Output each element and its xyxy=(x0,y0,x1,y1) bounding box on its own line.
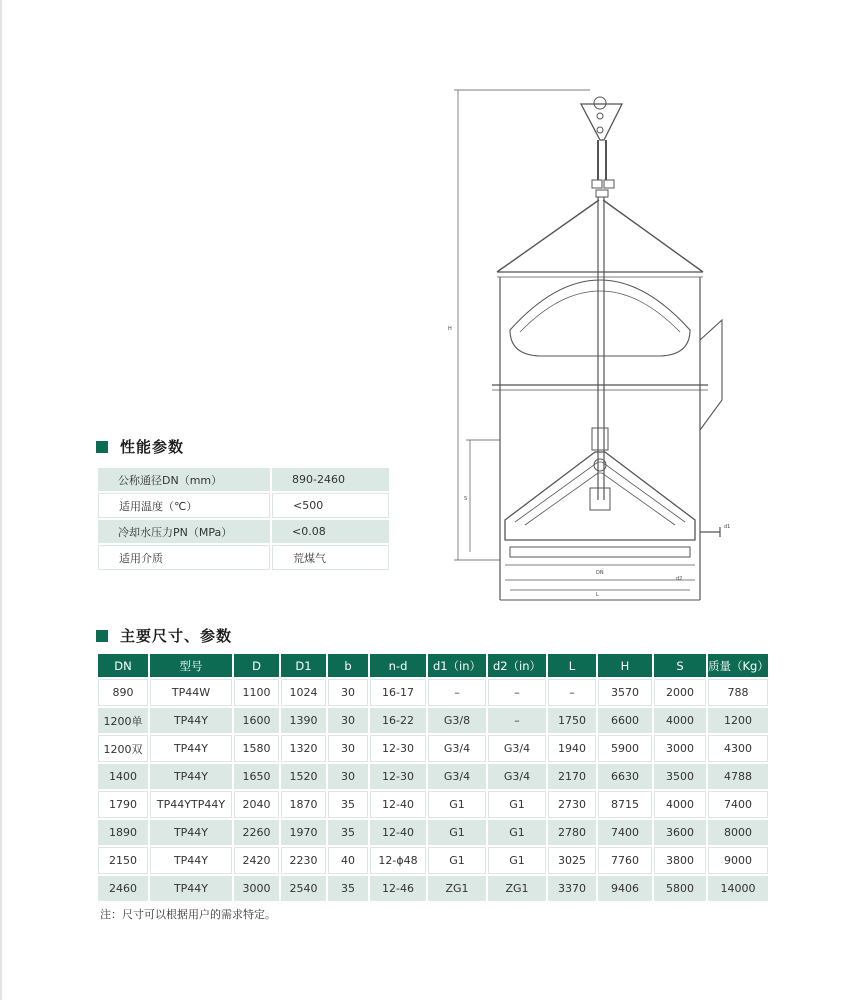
dimensions-title: 主要尺寸、参数 xyxy=(120,627,233,645)
table-cell: 6630 xyxy=(598,764,652,789)
table-row xyxy=(98,708,768,733)
perf-value: 荒煤气 xyxy=(272,545,389,570)
table-cell: 2260 xyxy=(234,820,279,845)
label-S: S xyxy=(464,496,468,502)
label-H: H xyxy=(448,326,452,332)
performance-table xyxy=(96,466,391,572)
column-header: DN xyxy=(98,654,148,677)
table-cell: 9406 xyxy=(598,876,652,901)
table-cell: 1520 xyxy=(281,764,326,789)
table-cell: 3025 xyxy=(548,847,596,874)
table-cell: – xyxy=(488,679,546,706)
table-cell: 1200双 xyxy=(98,735,148,762)
column-header: D xyxy=(234,654,279,677)
label-d2: d2 xyxy=(676,576,683,582)
table-cell: 1390 xyxy=(281,708,326,733)
valve-drawing xyxy=(440,80,740,610)
table-cell: 1400 xyxy=(98,764,148,789)
table-cell: 14000 xyxy=(708,876,768,901)
table-cell: TP44Y xyxy=(150,764,232,789)
perf-value: <0.08 xyxy=(272,520,389,543)
table-cell: G3/4 xyxy=(428,735,486,762)
table-cell: 2780 xyxy=(548,820,596,845)
table-row xyxy=(98,520,389,543)
table-cell: 7760 xyxy=(598,847,652,874)
table-row xyxy=(98,735,768,762)
table-row xyxy=(98,847,768,874)
table-cell: G1 xyxy=(488,791,546,818)
table-cell: 3370 xyxy=(548,876,596,901)
footnote: 注：尺寸可以根据用户的需求特定。 xyxy=(100,908,276,921)
column-header: 型号 xyxy=(150,654,232,677)
table-cell: G1 xyxy=(488,847,546,874)
table-cell: 788 xyxy=(708,679,768,706)
column-header: d1（in） xyxy=(428,654,486,677)
table-row xyxy=(98,791,768,818)
table-cell: TP44Y xyxy=(150,820,232,845)
table-cell: 4000 xyxy=(654,708,706,733)
table-cell: G1 xyxy=(428,820,486,845)
table-cell: 2000 xyxy=(654,679,706,706)
column-header: n-d xyxy=(370,654,426,677)
table-cell: 16-22 xyxy=(370,708,426,733)
table-row xyxy=(98,545,389,570)
table-cell: 4788 xyxy=(708,764,768,789)
table-cell: 1750 xyxy=(548,708,596,733)
table-cell: 1940 xyxy=(548,735,596,762)
perf-value: 890-2460 xyxy=(272,468,389,491)
table-cell: TP44Y xyxy=(150,876,232,901)
table-cell: 1580 xyxy=(234,735,279,762)
table-cell: TP44Y xyxy=(150,847,232,874)
table-row xyxy=(98,876,768,901)
column-header: D1 xyxy=(281,654,326,677)
table-row xyxy=(98,764,768,789)
perf-label: 适用介质 xyxy=(98,545,270,570)
label-L: L xyxy=(596,592,599,598)
table-cell: 3500 xyxy=(654,764,706,789)
table-row xyxy=(98,820,768,845)
table-cell: 2230 xyxy=(281,847,326,874)
perf-label: 适用温度（℃） xyxy=(98,493,270,518)
label-DN: DN xyxy=(596,570,604,576)
table-cell: 890 xyxy=(98,679,148,706)
table-row xyxy=(98,493,389,518)
table-cell: 1890 xyxy=(98,820,148,845)
table-cell: G3/4 xyxy=(488,735,546,762)
table-cell: G1 xyxy=(488,820,546,845)
column-header: b xyxy=(328,654,368,677)
column-header: H xyxy=(598,654,652,677)
table-row xyxy=(98,679,768,706)
heading-square-icon xyxy=(96,630,108,642)
table-cell: 1600 xyxy=(234,708,279,733)
table-cell: 3800 xyxy=(654,847,706,874)
table-row xyxy=(98,468,389,491)
page-edge xyxy=(0,0,2,1000)
dimensions-table xyxy=(96,652,770,903)
table-cell: 1970 xyxy=(281,820,326,845)
table-cell: 1200单 xyxy=(98,708,148,733)
table-header-row xyxy=(98,654,768,677)
table-cell: 4000 xyxy=(654,791,706,818)
table-cell: 5900 xyxy=(598,735,652,762)
table-cell: – xyxy=(428,679,486,706)
table-cell: 7400 xyxy=(598,820,652,845)
table-cell: 2730 xyxy=(548,791,596,818)
table-cell: 12-40 xyxy=(370,820,426,845)
table-cell: 16-17 xyxy=(370,679,426,706)
perf-label: 冷却水压力PN（MPa） xyxy=(98,520,270,543)
table-cell: – xyxy=(548,679,596,706)
table-cell: 8000 xyxy=(708,820,768,845)
table-cell: 2420 xyxy=(234,847,279,874)
performance-title: 性能参数 xyxy=(120,438,185,456)
table-cell: 30 xyxy=(328,735,368,762)
heading-square-icon xyxy=(96,441,108,453)
table-cell: 3570 xyxy=(598,679,652,706)
table-cell: 2150 xyxy=(98,847,148,874)
table-cell: 1650 xyxy=(234,764,279,789)
table-cell: TP44Y xyxy=(150,735,232,762)
column-header: L xyxy=(548,654,596,677)
table-cell: 1200 xyxy=(708,708,768,733)
table-cell: 30 xyxy=(328,679,368,706)
table-cell: 12-30 xyxy=(370,764,426,789)
table-cell: G3/4 xyxy=(488,764,546,789)
table-cell: 30 xyxy=(328,764,368,789)
table-cell: 1320 xyxy=(281,735,326,762)
table-cell: TP44W xyxy=(150,679,232,706)
table-cell: 3600 xyxy=(654,820,706,845)
table-cell: 12-30 xyxy=(370,735,426,762)
table-cell: 2170 xyxy=(548,764,596,789)
table-cell: ZG1 xyxy=(488,876,546,901)
performance-heading xyxy=(96,436,184,457)
table-cell: G1 xyxy=(428,847,486,874)
table-cell: 2040 xyxy=(234,791,279,818)
column-header: 质量（Kg） xyxy=(708,654,768,677)
table-cell: G3/8 xyxy=(428,708,486,733)
table-cell: ZG1 xyxy=(428,876,486,901)
table-cell: TP44YTP44Y xyxy=(150,791,232,818)
table-cell: G3/4 xyxy=(428,764,486,789)
perf-value: <500 xyxy=(272,493,389,518)
table-cell: 2540 xyxy=(281,876,326,901)
dimensions-heading xyxy=(96,625,232,646)
table-cell: 1870 xyxy=(281,791,326,818)
table-cell: 4300 xyxy=(708,735,768,762)
table-cell: 35 xyxy=(328,876,368,901)
table-cell: 12-46 xyxy=(370,876,426,901)
table-cell: 3000 xyxy=(654,735,706,762)
table-cell: 1790 xyxy=(98,791,148,818)
table-cell: 3000 xyxy=(234,876,279,901)
table-cell: 9000 xyxy=(708,847,768,874)
table-cell: 35 xyxy=(328,820,368,845)
table-cell: 8715 xyxy=(598,791,652,818)
perf-label: 公称通径DN（mm） xyxy=(98,468,270,491)
table-cell: 6600 xyxy=(598,708,652,733)
table-cell: 40 xyxy=(328,847,368,874)
table-cell: 7400 xyxy=(708,791,768,818)
label-d1: d1 xyxy=(724,524,731,530)
column-header: d2（in） xyxy=(488,654,546,677)
table-cell: G1 xyxy=(428,791,486,818)
table-cell: 2460 xyxy=(98,876,148,901)
table-cell: 1024 xyxy=(281,679,326,706)
column-header: S xyxy=(654,654,706,677)
table-cell: 12-40 xyxy=(370,791,426,818)
table-cell: 35 xyxy=(328,791,368,818)
table-cell: 12-ϕ48 xyxy=(370,847,426,874)
table-cell: TP44Y xyxy=(150,708,232,733)
table-cell: – xyxy=(488,708,546,733)
table-cell: 1100 xyxy=(234,679,279,706)
table-cell: 30 xyxy=(328,708,368,733)
table-cell: 5800 xyxy=(654,876,706,901)
